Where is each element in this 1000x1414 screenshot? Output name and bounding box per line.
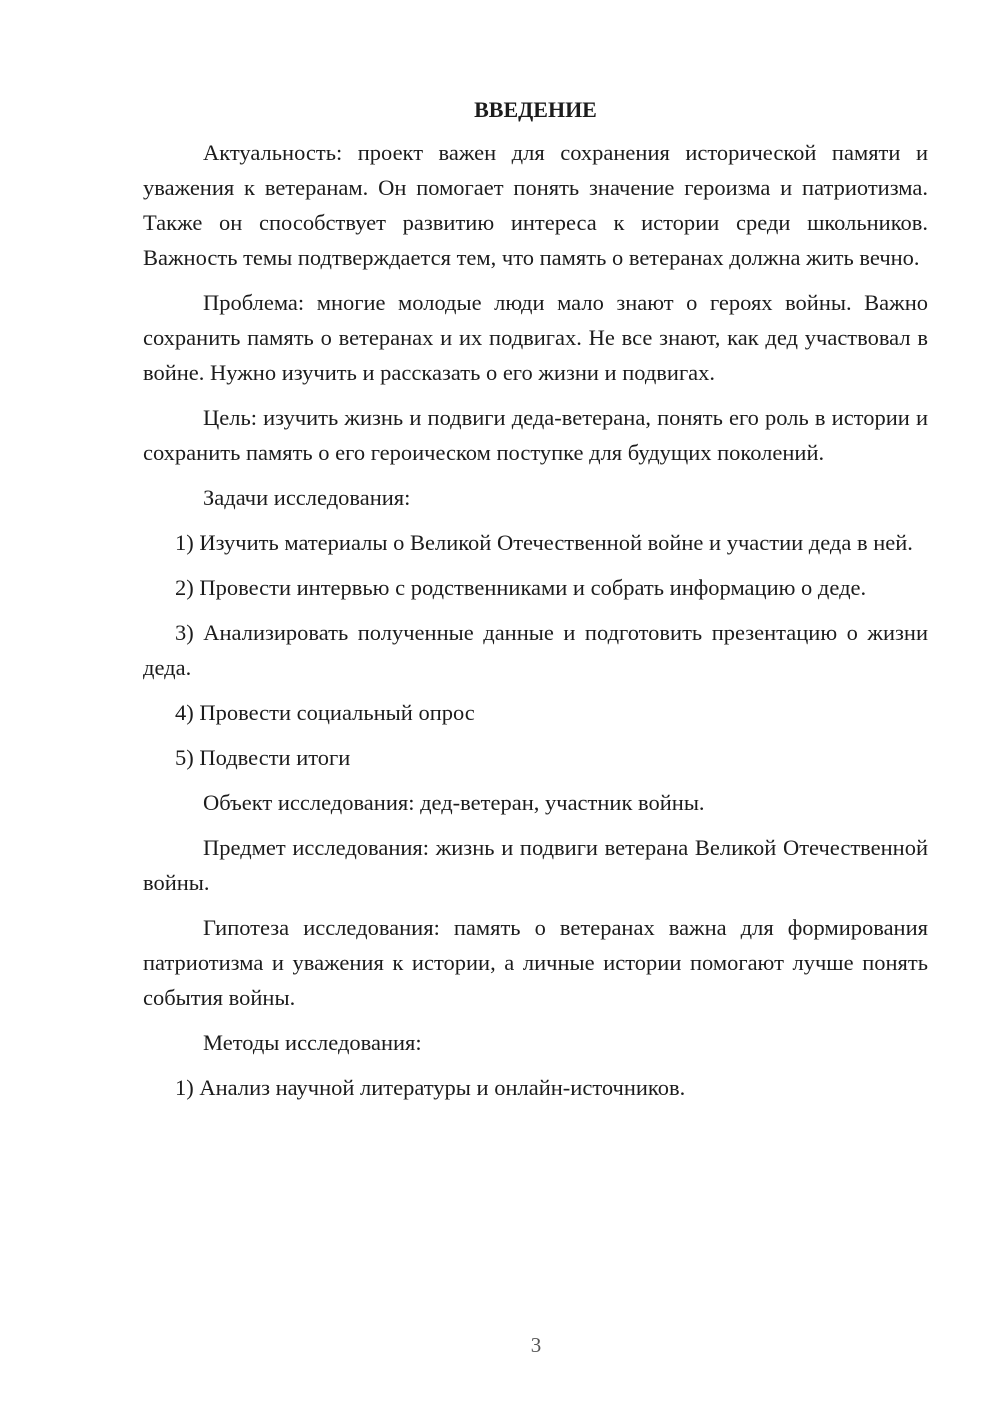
task-item: 2) Провести интервью с родственниками и собрать информацию о деде.: [175, 575, 867, 600]
hypothesis-paragraph: Гипотеза исследования: память о ветеранах важна для формирования патриотизма и уважения к истории, а личные истории помогают лучше понять события войны.: [143, 915, 928, 1010]
goal-paragraph: Цель: изучить жизнь и подвиги деда-ветерана, понять его роль в истории и сохранить память о его героическом поступке для будущих поколений.: [143, 405, 928, 465]
object-paragraph: Объект исследования: дед-ветеран, участник войны.: [203, 790, 705, 815]
problem-paragraph: Проблема: многие молодые люди мало знают о героях войны. Важно сохранить память о ветеранах и их подвигах. Не все знают, как дед участвовал в войне. Нужно изучить и рассказать о его жизни и подвигах.: [143, 290, 928, 385]
relevance-paragraph: Актуальность: проект важен для сохранения исторической памяти и уважения к ветеранам. Он помогает понять значение героизма и патриотизма. Также он способствует развитию интереса к истории среди школьников. Важность темы подтверждается тем, что память о ветеранах должна жить вечно.: [143, 140, 928, 270]
page-number: 3: [530, 1333, 542, 1357]
method-item: 1) Анализ научной литературы и онлайн-источников.: [175, 1075, 686, 1100]
task-item: 1) Изучить материалы о Великой Отечественной войне и участии деда в ней.: [175, 530, 913, 555]
document-page: [143, 95, 928, 1115]
task-item: 3) Анализировать полученные данные и подготовить презентацию о жизни деда.: [143, 620, 928, 680]
subject-paragraph: Предмет исследования: жизнь и подвиги ветерана Великой Отечественной войны.: [143, 835, 928, 895]
task-item: 4) Провести социальный опрос: [175, 700, 475, 725]
task-item: 5) Подвести итоги: [175, 745, 351, 770]
methods-title: Методы исследования:: [203, 1030, 422, 1055]
tasks-title: Задачи исследования:: [203, 485, 411, 510]
page-title: ВВЕДЕНИЕ: [474, 97, 597, 122]
